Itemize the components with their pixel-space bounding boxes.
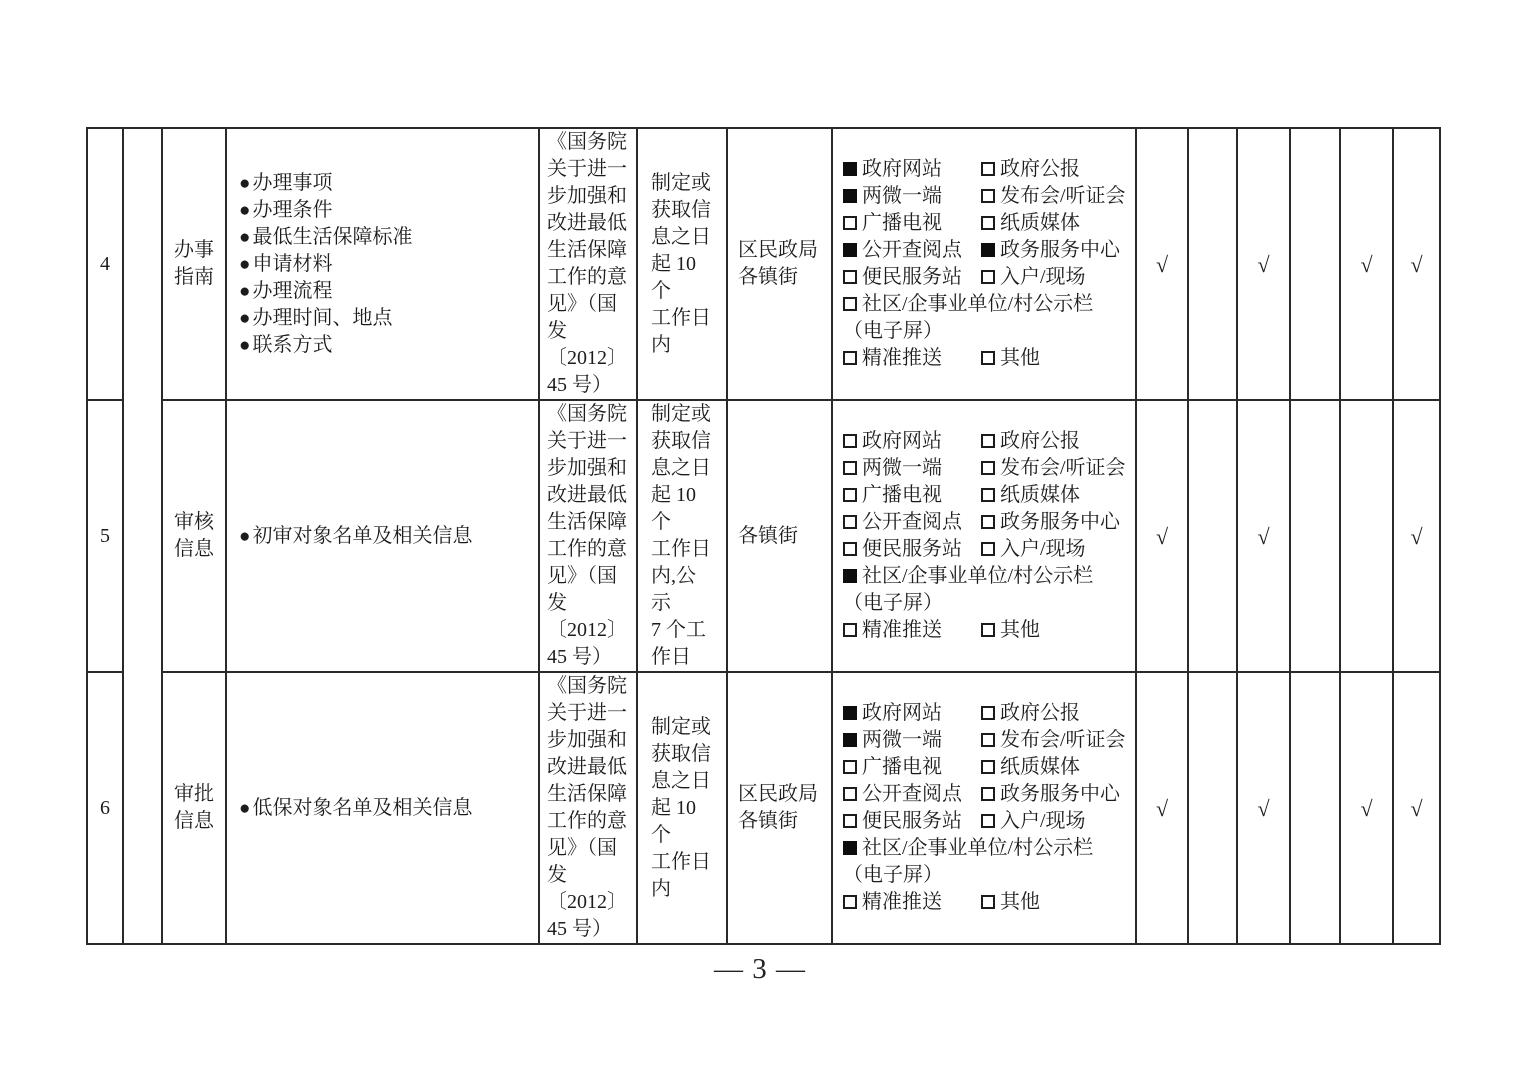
mark-cell-checked: √ xyxy=(1136,672,1188,944)
channel-option xyxy=(843,264,981,291)
content-item xyxy=(239,278,538,305)
channel-label: 其他 xyxy=(1000,619,1040,641)
checkbox-unchecked-icon xyxy=(843,760,857,774)
channel-label: 精准推送 xyxy=(862,347,942,369)
checkbox-unchecked-icon xyxy=(843,434,857,448)
checkbox-unchecked-icon xyxy=(843,814,857,828)
mark-cell-empty xyxy=(1188,128,1237,400)
responsible-unit-cell: 区民政局 各镇街 xyxy=(727,128,832,400)
channel-label: 入户/现场 xyxy=(1000,538,1086,560)
channel-option xyxy=(843,345,981,372)
content-item xyxy=(239,170,538,197)
mark-cell-empty xyxy=(1290,672,1340,944)
legal-basis-cell: 《国务院 关于进一 步加强和 改进最低 生活保障 工作的意 见》（国 发〔2012〕 45 号） xyxy=(539,128,637,400)
channel-option xyxy=(981,700,1131,727)
mark-cell-empty xyxy=(1188,400,1237,672)
checkbox-unchecked-icon xyxy=(981,216,995,230)
channels-cell xyxy=(832,128,1136,400)
channel-label: 其他 xyxy=(1000,347,1040,369)
channel-grid xyxy=(843,700,1131,916)
channel-option xyxy=(843,727,981,754)
row-seq: 4 xyxy=(87,128,123,400)
channel-option xyxy=(843,210,981,237)
timing-cell: 制定或 获取信 息之日 起 10 个 工作日 内 xyxy=(637,128,727,400)
channel-label: 便民服务站 xyxy=(862,810,962,832)
channel-label: 其他 xyxy=(1000,891,1040,913)
legal-basis-cell: 《国务院 关于进一 步加强和 改进最低 生活保障 工作的意 见》（国 发〔2012〕 45 号） xyxy=(539,672,637,944)
table-row xyxy=(87,128,1440,400)
channel-label: 纸质媒体 xyxy=(1000,212,1080,234)
channel-label: 便民服务站 xyxy=(862,266,962,288)
content-item-label: 办理事项 xyxy=(252,171,333,194)
checkbox-unchecked-icon xyxy=(981,814,995,828)
content-item xyxy=(239,332,538,359)
content-item-label: 申请材料 xyxy=(252,252,333,275)
row-seq: 5 xyxy=(87,400,123,672)
checkbox-unchecked-icon xyxy=(843,216,857,230)
checkbox-unchecked-icon xyxy=(843,787,857,801)
bullet-icon: ● xyxy=(239,226,251,248)
content-item xyxy=(239,795,538,822)
mark-cell-checked: √ xyxy=(1393,672,1440,944)
content-item xyxy=(239,224,538,251)
channel-option xyxy=(981,781,1131,808)
channel-label: 社区/企事业单位/村公示栏 （电子屏） xyxy=(843,565,1094,614)
bullet-icon: ● xyxy=(239,334,251,356)
table-row xyxy=(87,672,1440,944)
row-category: 审核信息 xyxy=(162,400,226,672)
checkbox-checked-icon xyxy=(843,189,857,203)
checkbox-unchecked-icon xyxy=(981,189,995,203)
channel-label: 政务服务中心 xyxy=(1000,239,1120,261)
channel-option xyxy=(843,617,981,644)
channel-label: 便民服务站 xyxy=(862,538,962,560)
legal-basis-cell: 《国务院 关于进一 步加强和 改进最低 生活保障 工作的意 见》（国 发〔2012〕 45 号） xyxy=(539,400,637,672)
mark-cell-checked: √ xyxy=(1237,400,1290,672)
channel-grid xyxy=(843,428,1131,644)
channel-label: 社区/企事业单位/村公示栏 （电子屏） xyxy=(843,837,1094,886)
checkbox-unchecked-icon xyxy=(981,351,995,365)
checkbox-checked-icon xyxy=(843,733,857,747)
bullet-icon: ● xyxy=(239,172,251,194)
checkbox-unchecked-icon xyxy=(981,488,995,502)
mark-cell-checked: √ xyxy=(1237,128,1290,400)
checkbox-checked-icon xyxy=(843,243,857,257)
channel-option xyxy=(843,781,981,808)
channel-option xyxy=(981,428,1131,455)
channel-option xyxy=(843,754,981,781)
channel-option xyxy=(843,536,981,563)
mark-cell-checked: √ xyxy=(1136,400,1188,672)
mark-cell-empty xyxy=(1340,400,1393,672)
channel-label: 精准推送 xyxy=(862,619,942,641)
channel-option xyxy=(981,345,1131,372)
channel-option xyxy=(981,617,1131,644)
timing-cell: 制定或 获取信 息之日 起 10 个 工作日 内 xyxy=(637,672,727,944)
row-category: 办事指南 xyxy=(162,128,226,400)
channel-label: 入户/现场 xyxy=(1000,266,1086,288)
channel-label: 政府网站 xyxy=(862,702,942,724)
content-item xyxy=(239,523,538,550)
checkbox-unchecked-icon xyxy=(843,542,857,556)
channel-label: 政府公报 xyxy=(1000,158,1080,180)
checkbox-unchecked-icon xyxy=(843,623,857,637)
content-item-label: 初审对象名单及相关信息 xyxy=(252,524,473,547)
disclosure-table xyxy=(86,127,1441,945)
mark-cell-checked: √ xyxy=(1340,128,1393,400)
mark-cell-checked: √ xyxy=(1136,128,1188,400)
channel-option xyxy=(843,455,981,482)
channel-option xyxy=(981,237,1131,264)
mark-cell-empty xyxy=(1188,672,1237,944)
channel-option xyxy=(981,264,1131,291)
checkbox-unchecked-icon xyxy=(981,542,995,556)
checkbox-unchecked-icon xyxy=(843,461,857,475)
channel-option xyxy=(843,563,1131,617)
checkbox-unchecked-icon xyxy=(843,297,857,311)
channel-label: 社区/企事业单位/村公示栏 （电子屏） xyxy=(843,293,1094,342)
channel-option xyxy=(843,428,981,455)
checkbox-unchecked-icon xyxy=(981,706,995,720)
channel-label: 政府公报 xyxy=(1000,430,1080,452)
channel-label: 公开查阅点 xyxy=(862,239,962,261)
channel-label: 政府网站 xyxy=(862,430,942,452)
channel-label: 发布会/听证会 xyxy=(1000,729,1126,751)
channel-option xyxy=(843,835,1131,889)
bullet-icon: ● xyxy=(239,797,251,819)
channel-label: 政府网站 xyxy=(862,158,942,180)
channel-option xyxy=(843,183,981,210)
checkbox-checked-icon xyxy=(843,706,857,720)
channels-cell xyxy=(832,672,1136,944)
channel-label: 公开查阅点 xyxy=(862,783,962,805)
checkbox-checked-icon xyxy=(981,243,995,257)
checkbox-unchecked-icon xyxy=(843,351,857,365)
channel-option xyxy=(843,237,981,264)
channel-option xyxy=(981,727,1131,754)
channel-label: 政务服务中心 xyxy=(1000,783,1120,805)
content-item xyxy=(239,197,538,224)
channel-grid xyxy=(843,156,1131,372)
content-item-label: 联系方式 xyxy=(252,333,333,356)
channel-label: 纸质媒体 xyxy=(1000,756,1080,778)
checkbox-checked-icon xyxy=(843,569,857,583)
bullet-icon: ● xyxy=(239,525,251,547)
row-content-items xyxy=(226,128,539,400)
checkbox-unchecked-icon xyxy=(981,515,995,529)
row-content-items xyxy=(226,400,539,672)
channel-label: 两微一端 xyxy=(862,185,942,207)
row-seq: 6 xyxy=(87,672,123,944)
bullet-icon: ● xyxy=(239,307,251,329)
checkbox-unchecked-icon xyxy=(843,488,857,502)
channel-label: 发布会/听证会 xyxy=(1000,457,1126,479)
mark-cell-checked: √ xyxy=(1393,128,1440,400)
mark-cell-checked: √ xyxy=(1340,672,1393,944)
table-body xyxy=(87,128,1440,944)
page-number: — 3 — xyxy=(714,953,806,985)
bullet-icon: ● xyxy=(239,199,251,221)
channel-label: 广播电视 xyxy=(862,212,942,234)
content-item-label: 办理时间、地点 xyxy=(252,306,393,329)
channel-option xyxy=(981,754,1131,781)
timing-cell: 制定或 获取信 息之日 起 10 个 工作日 内,公示 7 个工 作日 xyxy=(637,400,727,672)
row-category: 审批信息 xyxy=(162,672,226,944)
channel-label: 公开查阅点 xyxy=(862,511,962,533)
mark-cell-empty xyxy=(1290,128,1340,400)
checkbox-unchecked-icon xyxy=(981,434,995,448)
channel-label: 政府公报 xyxy=(1000,702,1080,724)
checkbox-checked-icon xyxy=(843,841,857,855)
channel-label: 两微一端 xyxy=(862,729,942,751)
channel-option xyxy=(843,889,981,916)
channel-option xyxy=(843,700,981,727)
channel-label: 精准推送 xyxy=(862,891,942,913)
channel-label: 广播电视 xyxy=(862,756,942,778)
checkbox-unchecked-icon xyxy=(981,623,995,637)
checkbox-unchecked-icon xyxy=(843,895,857,909)
channel-label: 入户/现场 xyxy=(1000,810,1086,832)
bullet-icon: ● xyxy=(239,280,251,302)
responsible-unit-cell: 各镇街 xyxy=(727,400,832,672)
channels-cell xyxy=(832,400,1136,672)
checkbox-unchecked-icon xyxy=(843,270,857,284)
mark-cell-checked: √ xyxy=(1237,672,1290,944)
row-content-items xyxy=(226,672,539,944)
channel-label: 政务服务中心 xyxy=(1000,511,1120,533)
channel-option xyxy=(981,156,1131,183)
channel-option xyxy=(981,509,1131,536)
responsible-unit-cell: 区民政局 各镇街 xyxy=(727,672,832,944)
checkbox-unchecked-icon xyxy=(981,895,995,909)
checkbox-unchecked-icon xyxy=(843,515,857,529)
channel-option xyxy=(843,509,981,536)
mark-cell-empty xyxy=(1290,400,1340,672)
channel-option xyxy=(843,291,1131,345)
channel-option xyxy=(981,455,1131,482)
group-cell xyxy=(123,128,162,944)
channel-option xyxy=(843,482,981,509)
channel-option xyxy=(981,889,1131,916)
table-row xyxy=(87,400,1440,672)
channel-label: 两微一端 xyxy=(862,457,942,479)
content-item xyxy=(239,251,538,278)
channel-option xyxy=(981,210,1131,237)
channel-label: 纸质媒体 xyxy=(1000,484,1080,506)
channel-option xyxy=(981,183,1131,210)
checkbox-unchecked-icon xyxy=(981,787,995,801)
checkbox-checked-icon xyxy=(843,162,857,176)
checkbox-unchecked-icon xyxy=(981,270,995,284)
channel-option xyxy=(843,808,981,835)
checkbox-unchecked-icon xyxy=(981,733,995,747)
channel-option xyxy=(981,482,1131,509)
content-item-label: 最低生活保障标准 xyxy=(252,225,413,248)
checkbox-unchecked-icon xyxy=(981,461,995,475)
content-item-label: 办理条件 xyxy=(252,198,333,221)
channel-option xyxy=(981,536,1131,563)
content-item-label: 低保对象名单及相关信息 xyxy=(252,796,473,819)
checkbox-unchecked-icon xyxy=(981,162,995,176)
channel-option xyxy=(981,808,1131,835)
content-item-label: 办理流程 xyxy=(252,279,333,302)
checkbox-unchecked-icon xyxy=(981,760,995,774)
bullet-icon: ● xyxy=(239,253,251,275)
mark-cell-checked: √ xyxy=(1393,400,1440,672)
channel-label: 发布会/听证会 xyxy=(1000,185,1126,207)
channel-option xyxy=(843,156,981,183)
channel-label: 广播电视 xyxy=(862,484,942,506)
content-item xyxy=(239,305,538,332)
